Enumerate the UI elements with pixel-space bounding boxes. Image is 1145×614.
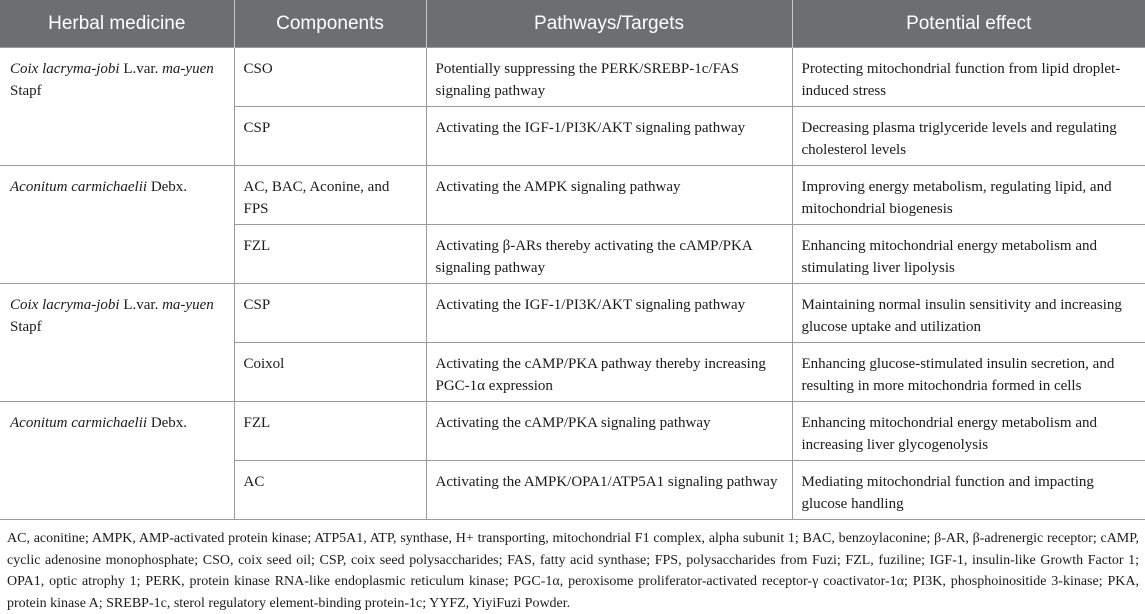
header-row — [0, 0, 1145, 48]
header-herbal-medicine: Herbal medicine — [0, 0, 234, 48]
component-cell: AC, BAC, Aconine, and FPS — [234, 166, 426, 225]
effect-cell: Enhancing mitochondrial energy metabolism and increasing liver glycogenolysis — [792, 402, 1145, 461]
table-row — [0, 402, 1145, 461]
herb-cell — [0, 166, 234, 284]
header-components: Components — [234, 0, 426, 48]
herb-name-italic: Aconitum carmichaelii — [10, 415, 148, 431]
herb-name-author: Stapf — [10, 319, 42, 335]
effect-cell: Maintaining normal insulin sensitivity and increasing glucose uptake and utilization — [792, 284, 1145, 343]
component-cell: AC — [234, 461, 426, 520]
pathway-cell: Activating the cAMP/PKA pathway thereby increasing PGC-1α expression — [426, 343, 792, 402]
header-pathways-targets: Pathways/Targets — [426, 0, 792, 48]
effect-cell: Mediating mitochondrial function and impacting glucose handling — [792, 461, 1145, 520]
herb-name-italic: Aconitum carmichaelii — [10, 179, 148, 195]
effect-cell: Decreasing plasma triglyceride levels and regulating cholesterol levels — [792, 107, 1145, 166]
pathway-cell: Activating the AMPK signaling pathway — [426, 166, 792, 225]
herb-name-text: Debx. — [147, 415, 188, 431]
pathway-cell: Activating the cAMP/PKA signaling pathway — [426, 402, 792, 461]
component-cell: FZL — [234, 402, 426, 461]
herb-name-italic: Coix lacryma-jobi — [10, 61, 120, 77]
table-row — [0, 284, 1145, 343]
herb-name-text: Debx. — [147, 179, 188, 195]
pathway-cell: Activating the AMPK/OPA1/ATP5A1 signaling pathway — [426, 461, 792, 520]
herb-cell — [0, 284, 234, 402]
herb-name-italic-variety: ma-yuen — [162, 297, 214, 313]
herb-name-author: Stapf — [10, 83, 42, 99]
herb-name-italic-variety: ma-yuen — [162, 61, 214, 77]
table-row — [0, 48, 1145, 107]
header-potential-effect: Potential effect — [792, 0, 1145, 48]
component-cell: CSP — [234, 107, 426, 166]
table-body — [0, 48, 1145, 520]
component-cell: CSP — [234, 284, 426, 343]
pathway-cell: Activating β-ARs thereby activating the cAMP/PKA signaling pathway — [426, 225, 792, 284]
component-cell: FZL — [234, 225, 426, 284]
table-header — [0, 0, 1145, 48]
pathway-cell: Potentially suppressing the PERK/SREBP-1c/FAS signaling pathway — [426, 48, 792, 107]
herb-cell — [0, 402, 234, 520]
herb-name-italic: Coix lacryma-jobi — [10, 297, 120, 313]
effect-cell: Enhancing mitochondrial energy metabolism and stimulating liver lipolysis — [792, 225, 1145, 284]
pathway-cell: Activating the IGF-1/PI3K/AKT signaling pathway — [426, 107, 792, 166]
table-footnote: AC, aconitine; AMPK, AMP-activated protein kinase; ATP5A1, ATP, synthase, H+ transporting, mitochondrial F1 complex, alpha subunit 1; BAC, benzoylaconine; β-AR, β-adrenergic receptor; cAMP, cyclic adenosine monophosphate; CSO, coix seed oil; CSP, coix seed polysaccharides; FAS, fatty acid synthase; FPS, polysaccharides from Fuzi; FZL, fuziline; IGF-1, insulin-like Growth Factor 1; OPA1, optic atrophy 1; PERK, protein kinase RNA-like endoplasmic reticulum kinase; PGC-1α, peroxisome proliferator-activated receptor-γ coactivator-1α; PI3K, phosphoinositide 3-kinase; PKA, protein kinase A; SREBP-1c, sterol regulatory element-binding protein-1c; YYFZ, YiyiFuzi Powder. — [7, 531, 1139, 611]
effect-cell: Protecting mitochondrial function from lipid droplet-induced stress — [792, 48, 1145, 107]
component-cell: Coixol — [234, 343, 426, 402]
herb-name-text: L.var. — [119, 297, 163, 313]
herb-cell — [0, 48, 234, 166]
pathway-cell: Activating the IGF-1/PI3K/AKT signaling pathway — [426, 284, 792, 343]
effect-cell: Enhancing glucose-stimulated insulin secretion, and resulting in more mitochondria formed in cells — [792, 343, 1145, 402]
table-row — [0, 166, 1145, 225]
effect-cell: Improving energy metabolism, regulating lipid, and mitochondrial biogenesis — [792, 166, 1145, 225]
component-cell: CSO — [234, 48, 426, 107]
herb-name-text: L.var. — [119, 61, 163, 77]
